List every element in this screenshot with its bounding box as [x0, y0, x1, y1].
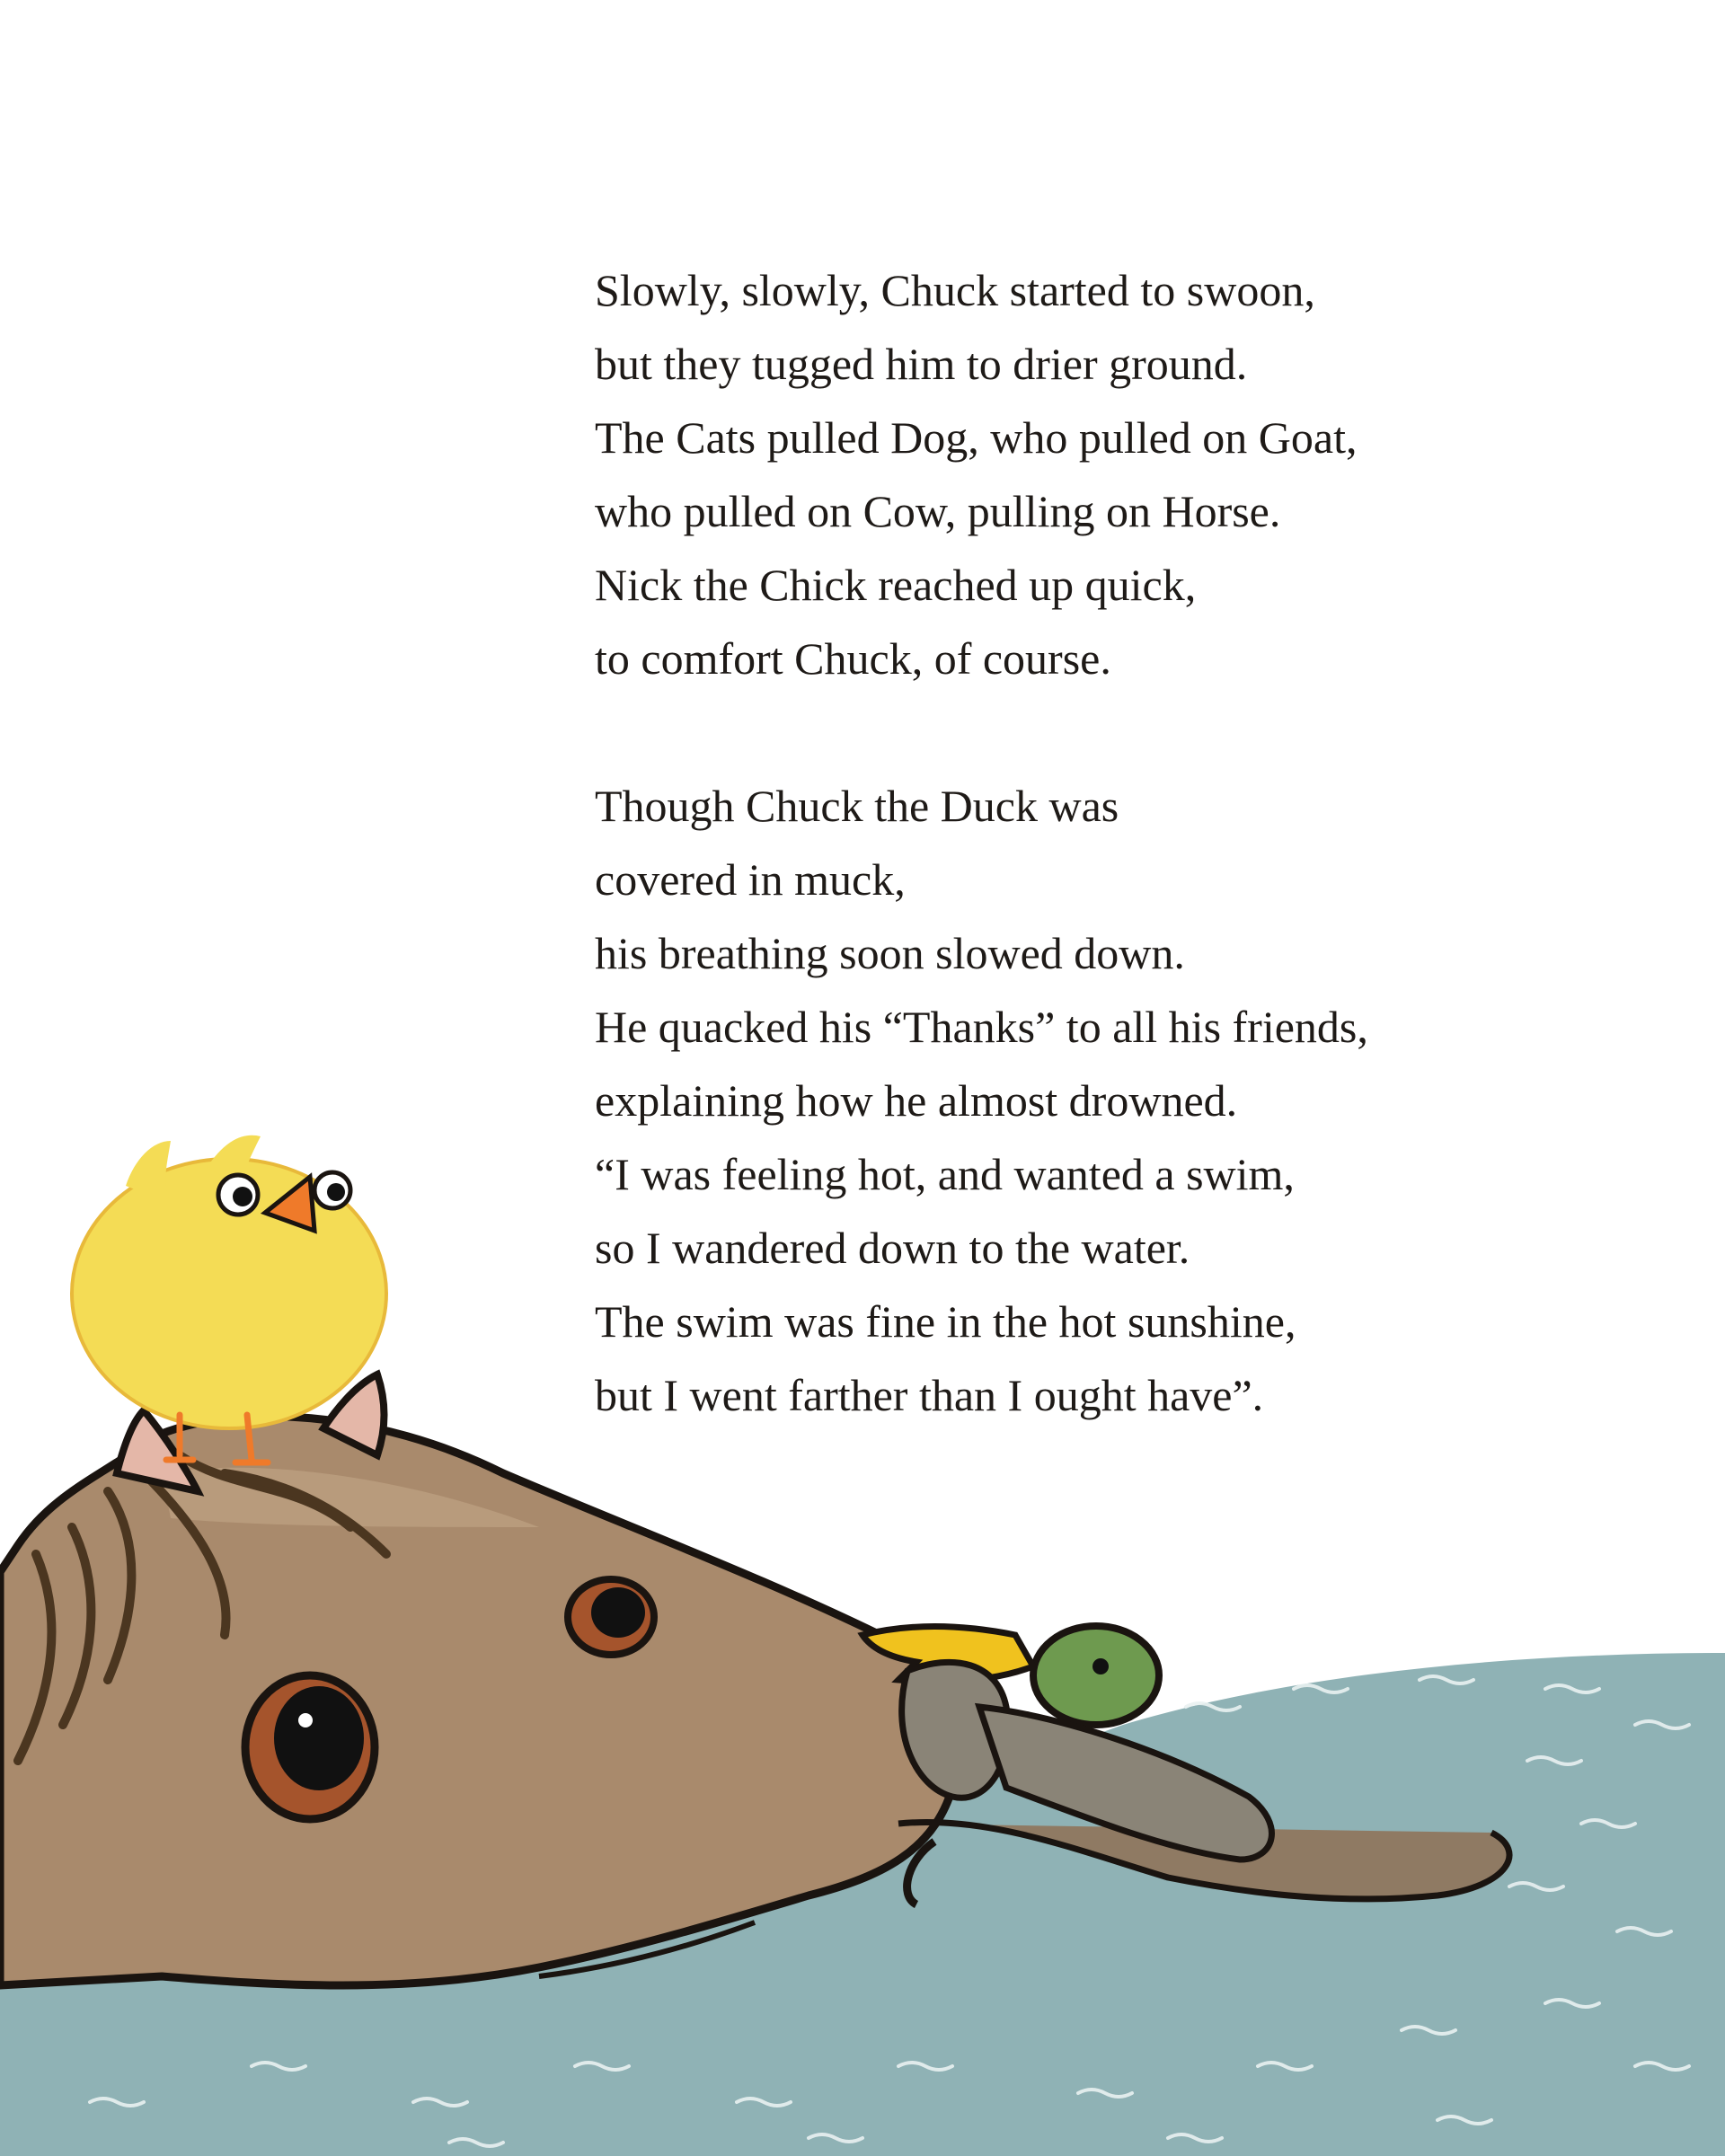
- horse-head-icon: [0, 1374, 1509, 1985]
- stanza-line: to comfort Chuck, of course.: [595, 633, 1111, 684]
- stanza-line: explaining how he almost drowned.: [595, 1075, 1238, 1126]
- stanza-1: [595, 253, 1655, 695]
- stanza-line: The swim was fine in the hot sunshine,: [595, 1296, 1296, 1347]
- stanza-line: The Cats pulled Dog, who pulled on Goat,: [595, 412, 1358, 463]
- stanza-line: his breathing soon slowed down.: [595, 928, 1185, 978]
- stanza-line: Nick the Chick reached up quick,: [595, 560, 1197, 610]
- stanza-line: but they tugged him to drier ground.: [595, 339, 1248, 389]
- stanza-line: who pulled on Cow, pulling on Horse.: [595, 486, 1281, 536]
- stanza-line: “I was feeling hot, and wanted a swim,: [595, 1149, 1295, 1199]
- stanza-line: He quacked his “Thanks” to all his friends,: [595, 1002, 1368, 1052]
- stanza-line: covered in muck,: [595, 854, 906, 905]
- stanza-line: but I went farther than I ought have”.: [595, 1370, 1264, 1420]
- stanza-line: Slowly, slowly, Chuck started to swoon,: [595, 265, 1315, 315]
- stanza-line: so I wandered down to the water.: [595, 1223, 1190, 1273]
- horse-duck-chick-illustration: [0, 1060, 1725, 2156]
- stanza-line: Though Chuck the Duck was: [595, 781, 1119, 831]
